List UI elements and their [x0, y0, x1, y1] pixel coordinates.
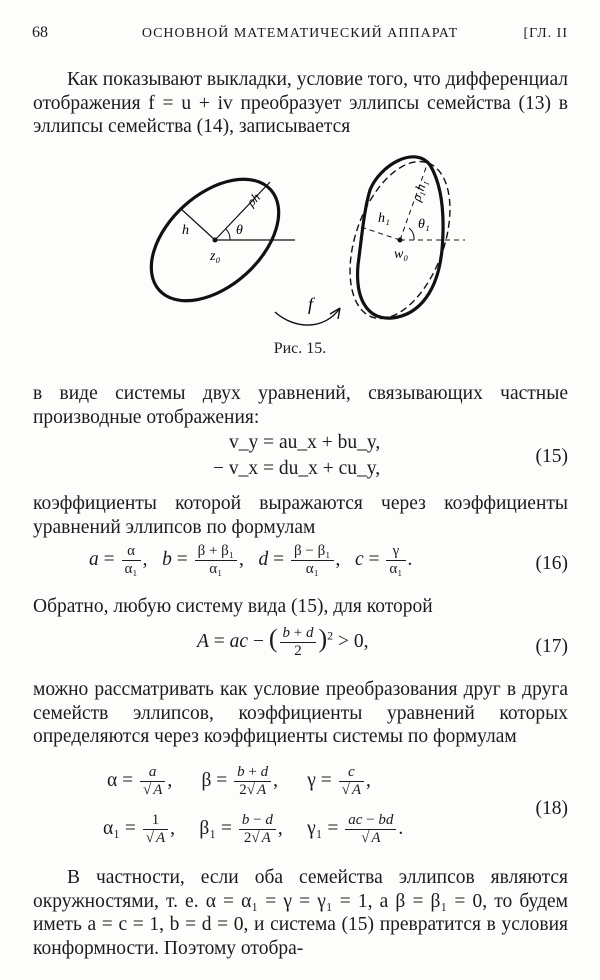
figure-15-drawing	[130, 130, 490, 360]
equation-16	[33, 543, 568, 587]
paragraph-6: В частности, если оба семейства эллипсов являются окружностями, т. е. α = α₁ = γ = γ₁ = 1, а β = β₁ = 0, то будем иметь a = c = 1, b = d = 0, и система (15) превратится в условия конформности. Поэтому отобра-	[33, 867, 568, 959]
equation-18-number: (18)	[535, 798, 568, 819]
figure-15	[130, 130, 490, 360]
equation-15-line-2: − v_x = du_x + cu_y,	[213, 458, 381, 479]
label-rho-h: ρh	[243, 189, 264, 210]
label-theta: θ	[236, 223, 243, 238]
running-header	[32, 24, 568, 46]
label-w0: w₀	[394, 247, 409, 262]
chapter-marker: [ГЛ. II	[523, 26, 568, 41]
equation-17-formula: A = ac − ( $\frac{b + d}{2}$ )$^2$ > 0,	[197, 624, 369, 660]
equation-17-number: (17)	[535, 636, 568, 657]
label-f: f	[308, 294, 314, 314]
equation-15-number: (15)	[535, 446, 568, 467]
label-theta1: θ₁	[418, 217, 430, 232]
equation-16-formula: a = $\frac{\alpha}{\text{α₁}}$ , b = $\frac{\text{β + β₁}}{\text{α₁}}$ , d = $\frac{\text{β − β₁}}{\text{α₁}}$ , c = $\frac{\gamma}{\text{α₁}}$ .	[89, 543, 413, 577]
figure-caption: Рис. 15.	[273, 340, 327, 357]
label-rho1-h1: ρ₁h₁	[408, 177, 430, 203]
paragraph-1: Как показывают выкладки, условие того, что дифференциал отображения f = u + iv преобразует эллипсы семейства (13) в эллипсы семейства (14), записывается	[33, 69, 568, 137]
paragraph-3: коэффициенты которой выражаются через коэффициенты уравнений эллипсов по формулам	[33, 493, 568, 538]
equation-16-number: (16)	[535, 553, 568, 574]
equation-18	[33, 764, 568, 860]
label-z0: z₀	[210, 249, 221, 264]
label-h: h	[182, 223, 189, 238]
equation-15-line-1: v_y = au_x + bu_y,	[229, 432, 381, 453]
label-h1: h₁	[378, 211, 390, 226]
paragraph-5: можно рассматривать как условие преобразования друг в друга семейств эллипсов, коэффициенты уравнений которых определяются через коэффициенты системы по формулам	[33, 679, 568, 747]
equation-18-line-2: α₁ = $\frac{1}{√ A}$ , β₁ = $\frac{b - d}{2√ A}$ , γ₁ = $\frac{ac - bd}{√ A}$ .	[103, 812, 404, 846]
equation-17	[33, 624, 568, 672]
paragraph-2: в виде системы двух уравнений, связывающих частные производные отображения:	[33, 383, 568, 428]
running-title: ОСНОВНОЙ МАТЕМАТИЧЕСКИЙ АППАРАТ	[141, 26, 459, 41]
equation-18-line-1: α = $\frac{a}{√ A}$ , β = $\frac{b + d}{2√ A}$ , γ = $\frac{c}{√ A}$ ,	[107, 764, 371, 798]
paragraph-4: Обратно, любую систему вида (15), для которой	[33, 596, 433, 617]
page-number: 68	[32, 24, 48, 41]
equation-15	[33, 432, 568, 484]
